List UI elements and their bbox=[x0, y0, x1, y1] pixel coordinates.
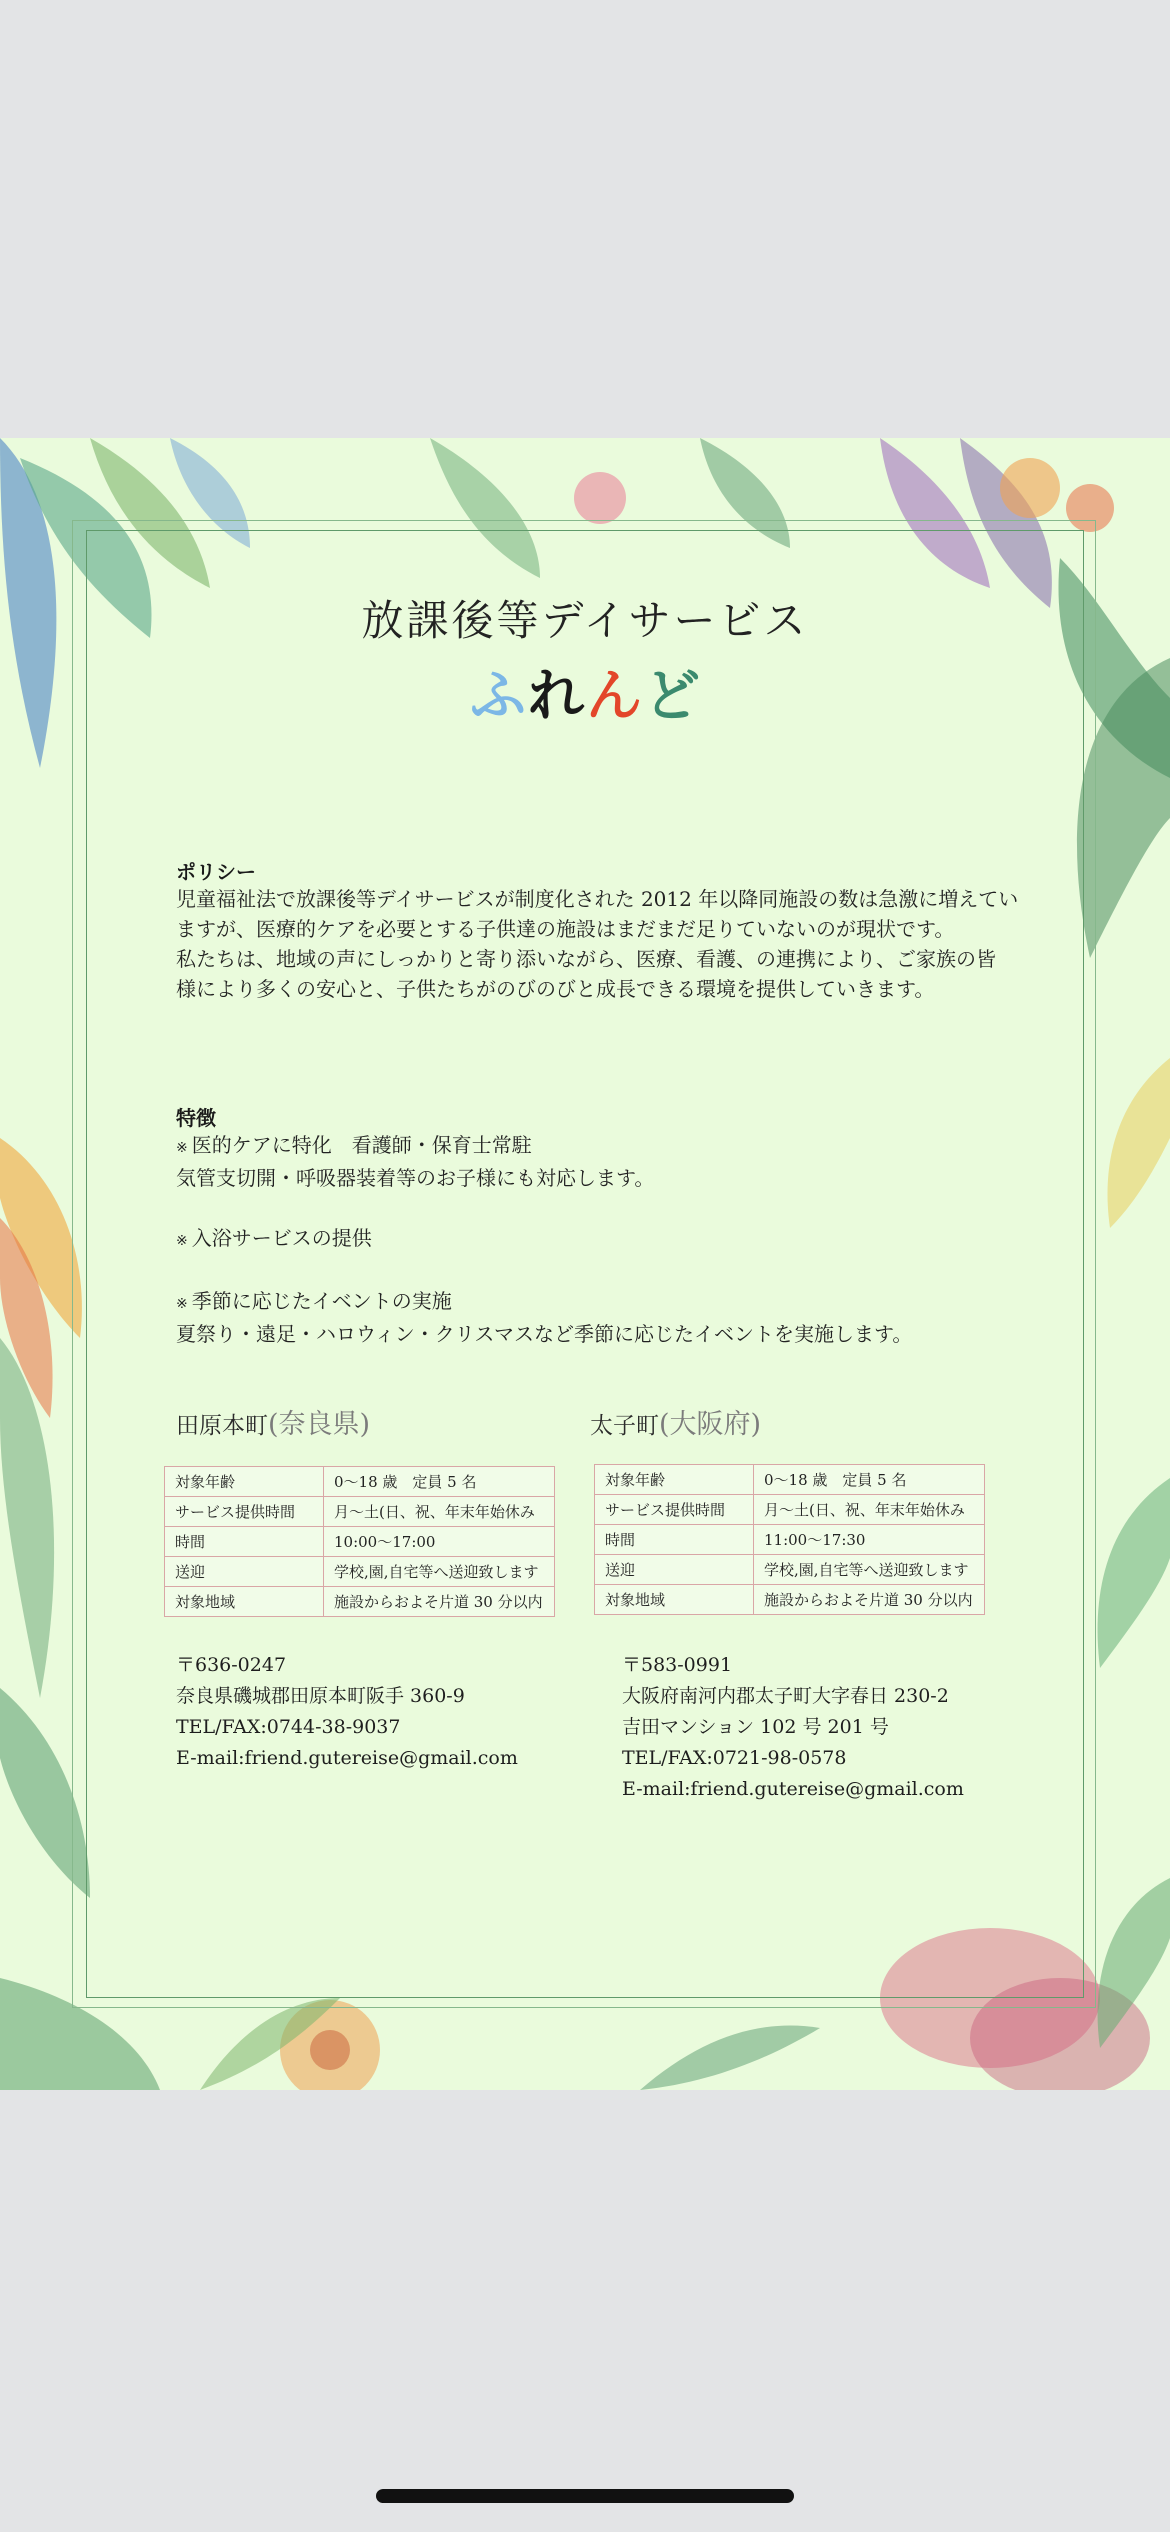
table-value: 0〜18 歳 定員 5 名 bbox=[324, 1467, 555, 1497]
table-row bbox=[595, 1555, 985, 1585]
table-value: 10:00〜17:00 bbox=[324, 1527, 555, 1557]
feature-title: 入浴サービスの提供 bbox=[191, 1226, 372, 1250]
policy-heading: ポリシー bbox=[176, 860, 256, 884]
feature-title: 季節に応じたイベントの実施 bbox=[191, 1289, 452, 1313]
postal-code: 〒636-0247 bbox=[176, 1654, 287, 1676]
table-row bbox=[595, 1495, 985, 1525]
table-row bbox=[595, 1525, 985, 1555]
page-title: 放課後等デイサービス bbox=[361, 596, 809, 645]
table-row bbox=[165, 1587, 555, 1617]
building-name: 吉田マンション 102 号 201 号 bbox=[622, 1716, 889, 1738]
policy-line: ますが、医療的ケアを必要とする子供達の施設はまだまだ足りていないのが現状です。 bbox=[176, 917, 955, 941]
table-row bbox=[165, 1467, 555, 1497]
table-value: 月〜土(日、祝、年末年始休み bbox=[324, 1497, 555, 1527]
feature-item-1 bbox=[176, 1130, 1006, 1163]
table-value: 11:00〜17:30 bbox=[754, 1525, 985, 1555]
brand-char-1: ふ bbox=[470, 664, 526, 729]
table-row bbox=[595, 1585, 985, 1615]
street-address: 奈良県磯城郡田原本町阪手 360-9 bbox=[176, 1685, 465, 1707]
brand-char-4: ど bbox=[644, 664, 700, 729]
phone-fax: TEL/FAX:0721-98-0578 bbox=[622, 1747, 847, 1769]
table-row bbox=[165, 1497, 555, 1527]
location-prefecture: (大阪府) bbox=[659, 1409, 762, 1440]
location-title-tawaramoto bbox=[176, 1402, 370, 1441]
phone-fax: TEL/FAX:0744-38-9037 bbox=[176, 1716, 401, 1738]
feature-item-3 bbox=[176, 1286, 1006, 1319]
table-label: サービス提供時間 bbox=[165, 1497, 324, 1527]
info-table-tawaramoto bbox=[164, 1466, 555, 1617]
reference-mark: ※ bbox=[176, 1233, 188, 1249]
location-prefecture: (奈良県) bbox=[268, 1409, 371, 1440]
table-value: 施設からおよそ片道 30 分以内 bbox=[324, 1587, 555, 1617]
location-town: 田原本町 bbox=[176, 1413, 268, 1439]
table-label: サービス提供時間 bbox=[595, 1495, 754, 1525]
table-row bbox=[165, 1557, 555, 1587]
features-heading: 特徴 bbox=[176, 1106, 216, 1130]
email-address: E-mail:friend.gutereise@gmail.com bbox=[622, 1778, 964, 1800]
address-block-taishi bbox=[622, 1650, 964, 1805]
policy-text bbox=[176, 884, 1019, 1004]
address-block-tawaramoto bbox=[176, 1650, 518, 1774]
table-value: 学校,園,自宅等へ送迎致します bbox=[324, 1557, 555, 1587]
postal-code: 〒583-0991 bbox=[622, 1654, 733, 1676]
reference-mark: ※ bbox=[176, 1296, 188, 1312]
table-value: 月〜土(日、祝、年末年始休み bbox=[754, 1495, 985, 1525]
feature-item-2 bbox=[176, 1223, 1006, 1256]
reference-mark: ※ bbox=[176, 1140, 188, 1156]
table-label: 時間 bbox=[595, 1525, 754, 1555]
table-label: 対象年齢 bbox=[595, 1465, 754, 1495]
location-town: 太子町 bbox=[590, 1413, 659, 1439]
street-address: 大阪府南河内郡太子町大字春日 230-2 bbox=[622, 1685, 949, 1707]
features-text bbox=[176, 1130, 1006, 1349]
feature-detail: 夏祭り・遠足・ハロウィン・クリスマスなど季節に応じたイベントを実施します。 bbox=[176, 1322, 913, 1346]
info-table-taishi bbox=[594, 1464, 985, 1615]
policy-line: 児童福祉法で放課後等デイサービスが制度化された 2012 年以降同施設の数は急激に増えてい bbox=[176, 887, 1019, 911]
table-label: 対象地域 bbox=[165, 1587, 324, 1617]
table-label: 対象地域 bbox=[595, 1585, 754, 1615]
flyer-document bbox=[0, 438, 1170, 2090]
table-label: 送迎 bbox=[595, 1555, 754, 1585]
email-address: E-mail:friend.gutereise@gmail.com bbox=[176, 1747, 518, 1769]
policy-line: 私たちは、地域の声にしっかりと寄り添いながら、医療、看護、の連携により、ご家族の皆 bbox=[176, 947, 996, 971]
feature-title: 医的ケアに特化 看護師・保育士常駐 bbox=[191, 1133, 532, 1157]
location-title-taishi bbox=[590, 1402, 761, 1441]
brand-char-2: れ bbox=[528, 664, 584, 729]
table-label: 送迎 bbox=[165, 1557, 324, 1587]
brand-char-3: ん bbox=[586, 664, 642, 729]
home-indicator[interactable] bbox=[376, 2489, 794, 2503]
table-value: 0〜18 歳 定員 5 名 bbox=[754, 1465, 985, 1495]
table-label: 対象年齢 bbox=[165, 1467, 324, 1497]
feature-detail: 気管支切開・呼吸器装着等のお子様にも対応します。 bbox=[176, 1166, 655, 1190]
table-label: 時間 bbox=[165, 1527, 324, 1557]
table-row bbox=[595, 1465, 985, 1495]
policy-line: 様により多くの安心と、子供たちがのびのびと成長できる環境を提供していきます。 bbox=[176, 977, 935, 1001]
table-value: 施設からおよそ片道 30 分以内 bbox=[754, 1585, 985, 1615]
table-value: 学校,園,自宅等へ送迎致します bbox=[754, 1555, 985, 1585]
brand-logo bbox=[0, 652, 1170, 732]
table-row bbox=[165, 1527, 555, 1557]
